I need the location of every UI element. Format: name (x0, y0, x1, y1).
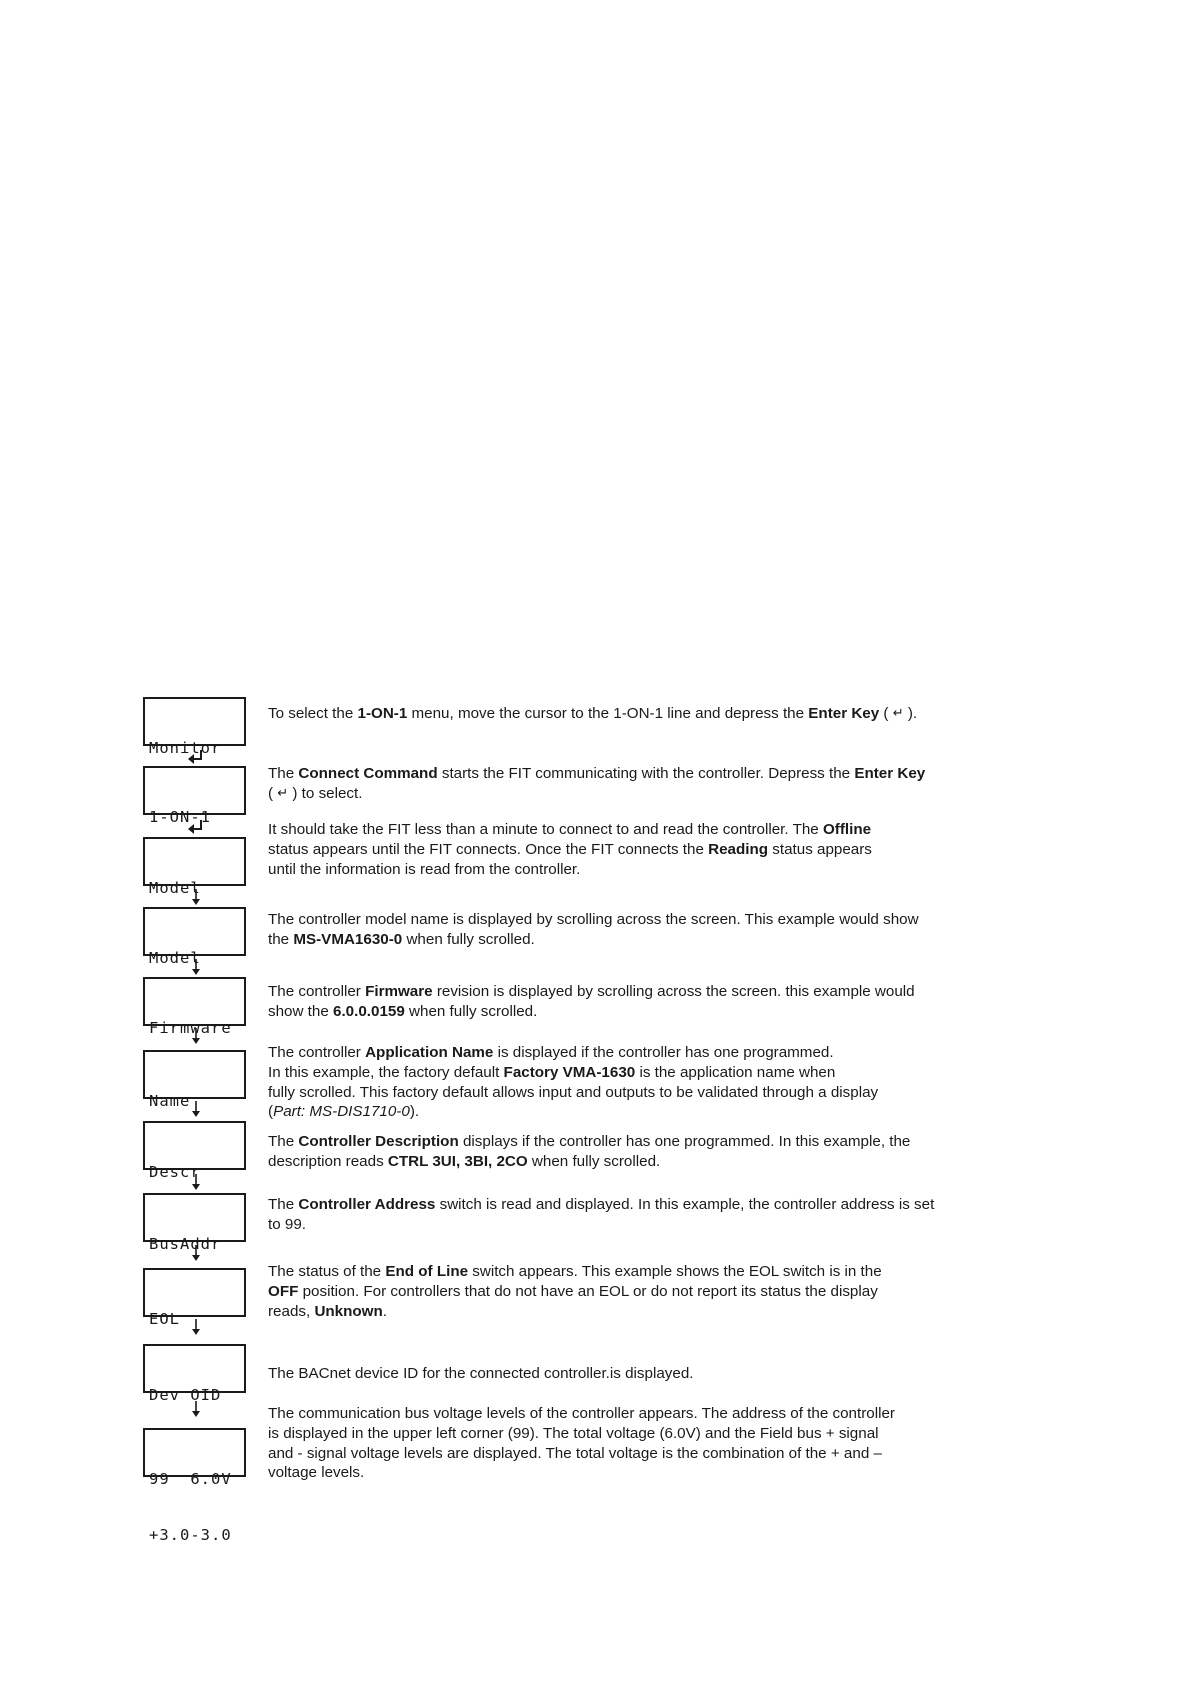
text-run: status appears until the FIT connects. Once the FIT connects the (268, 840, 709, 858)
lcd-line-1: Descr (149, 1163, 201, 1181)
enter-key-icon: ↵ (277, 784, 289, 800)
lcd-line-1: EOL (149, 1310, 180, 1328)
text-run: when fully scrolled. (527, 1152, 661, 1170)
bold-term: 1-ON-1 (357, 705, 408, 722)
lcd-line-1: Dev OID (149, 1386, 222, 1404)
enter-arrow-icon (186, 748, 206, 766)
bold-term: Connect Command (298, 765, 438, 782)
down-arrow-icon (186, 1027, 206, 1045)
text-run: The (268, 765, 299, 782)
enter-key-icon: ↵ (892, 705, 904, 720)
text-run: voltage levels. (268, 1464, 365, 1482)
text-run: The (268, 1133, 299, 1150)
text-run: position. For controllers that do not have an EOL or do not report its status the display (298, 1282, 878, 1300)
text-run: until the information is read from the controller. (268, 860, 581, 878)
enter-arrow-icon (186, 818, 206, 836)
text-run: to 99. (268, 1215, 306, 1233)
down-arrow-icon (186, 1244, 206, 1262)
lcd-screen-bus-voltage (143, 1428, 246, 1544)
text-run: show the (268, 1002, 334, 1020)
lcd-screen-model (143, 907, 246, 967)
text-run: The communication bus voltage levels of the controller appears. The address of the controller (268, 1405, 895, 1422)
step-description-5 (268, 982, 968, 1022)
text-run: The controller model name is displayed by scrolling across the screen. This example would show (268, 911, 919, 928)
step-description-4 (268, 910, 968, 950)
lcd-screen-busaddr (143, 1193, 246, 1253)
text-run: The controller (268, 1044, 366, 1061)
text-run: It should take the FIT less than a minute to connect to and read the controller. The (268, 821, 823, 838)
text-run: ( (268, 784, 278, 802)
text-run: To select the (268, 705, 358, 722)
text-run: ) to select. (288, 784, 363, 802)
bold-term: CTRL 3UI, 3BI, 2CO (387, 1152, 528, 1170)
lcd-line-1: Name (149, 1092, 191, 1110)
lcd-line-1: Monitor (149, 739, 222, 757)
down-arrow-icon (186, 1100, 206, 1118)
bold-term: MS-VMA1630-0 (293, 930, 403, 948)
lcd-screen-description (143, 1121, 246, 1181)
lcd-screen-connect (143, 766, 246, 826)
text-run: reads, (268, 1302, 315, 1320)
text-run: status appears (768, 840, 872, 858)
text-run: The controller (268, 983, 366, 1000)
lcd-screen-monitor (143, 697, 246, 757)
lcd-screen-firmware (143, 977, 246, 1037)
italic-text: Part: MS-DIS1710-0 (273, 1103, 410, 1121)
bold-term: Enter Key (808, 705, 880, 722)
bold-term: Enter Key (854, 765, 926, 782)
bold-term: Firmware (365, 983, 433, 1000)
down-arrow-icon (186, 1173, 206, 1191)
bold-term: Controller Address (298, 1196, 436, 1213)
text-run: starts the FIT communicating with the controller. Depress the (437, 765, 855, 782)
text-run: . (382, 1302, 388, 1320)
bold-term: Application Name (365, 1044, 494, 1061)
text-run: is displayed if the controller has one programmed. (493, 1044, 834, 1061)
bold-term: Offline (822, 821, 872, 838)
text-run: In this example, the factory default (268, 1063, 504, 1081)
text-run: menu, move the cursor to the 1-ON-1 line and depress the (407, 705, 809, 722)
text-run: when fully scrolled. (402, 930, 535, 948)
lcd-screen-offline (143, 837, 246, 897)
text-run: The status of the (268, 1263, 386, 1280)
down-arrow-icon (186, 1318, 206, 1336)
lcd-line-1: Model (149, 879, 201, 897)
lcd-line-1: 1-ON-1 (149, 808, 211, 826)
text-run: switch is read and displayed. In this example, the controller address is set (435, 1196, 935, 1213)
text-run: ). (903, 705, 918, 722)
text-run: is displayed in the upper left corner (99). The total voltage (6.0V) and the Field bus + signal (268, 1424, 879, 1442)
text-run: ). (409, 1103, 420, 1121)
text-run: ( (268, 1103, 274, 1121)
text-run: when fully scrolled. (404, 1002, 538, 1020)
text-run: switch appears. This example shows the EOL switch is in the (468, 1263, 882, 1280)
text-run: fully scrolled. This factory default allows input and outputs to be validated through a display (268, 1083, 879, 1101)
bold-term: OFF (268, 1282, 299, 1300)
step-description-3 (268, 820, 968, 879)
lcd-line-2: +3.0-3.0 (149, 1525, 232, 1544)
text-run: ( (879, 705, 893, 722)
down-arrow-icon (186, 958, 206, 976)
lcd-screen-name (143, 1050, 246, 1110)
down-arrow-icon (186, 888, 206, 906)
step-description-6 (268, 1043, 968, 1122)
step-description-1 (268, 704, 968, 724)
text-run: description reads (268, 1152, 388, 1170)
text-run: The BACnet device ID for the connected controller.is displayed. (268, 1365, 694, 1382)
step-description-7 (268, 1132, 968, 1172)
bold-term: End of Line (385, 1263, 469, 1280)
step-description-11 (268, 1404, 968, 1483)
lcd-screen-device-oid (143, 1344, 246, 1404)
text-run: the (268, 930, 294, 948)
text-run: is the application name when (635, 1063, 836, 1081)
lcd-line-1: Model (149, 949, 201, 967)
lcd-line-1: Firmware (149, 1019, 232, 1037)
lcd-screen-eol (143, 1268, 246, 1328)
step-description-9 (268, 1262, 968, 1321)
text-run: The (268, 1196, 299, 1213)
bold-term: Reading (708, 840, 769, 858)
step-description-8 (268, 1195, 968, 1235)
text-run: displays if the controller has one programmed. In this example, the (458, 1133, 911, 1150)
lcd-line-1: BusAddr (149, 1235, 222, 1253)
bold-term: Controller Description (298, 1133, 459, 1150)
down-arrow-icon (186, 1400, 206, 1418)
text-run: revision is displayed by scrolling across the screen. this example would (432, 983, 915, 1000)
text-run: and - signal voltage levels are displayed. The total voltage is the combination of the + and – (268, 1444, 882, 1462)
bold-term: 6.0.0.0159 (333, 1002, 405, 1020)
step-description-2 (268, 764, 968, 804)
bold-term: Unknown (314, 1302, 383, 1320)
step-description-10 (268, 1364, 968, 1384)
bold-term: Factory VMA-1630 (503, 1063, 636, 1081)
lcd-line-1: 99 6.0V (149, 1470, 232, 1488)
